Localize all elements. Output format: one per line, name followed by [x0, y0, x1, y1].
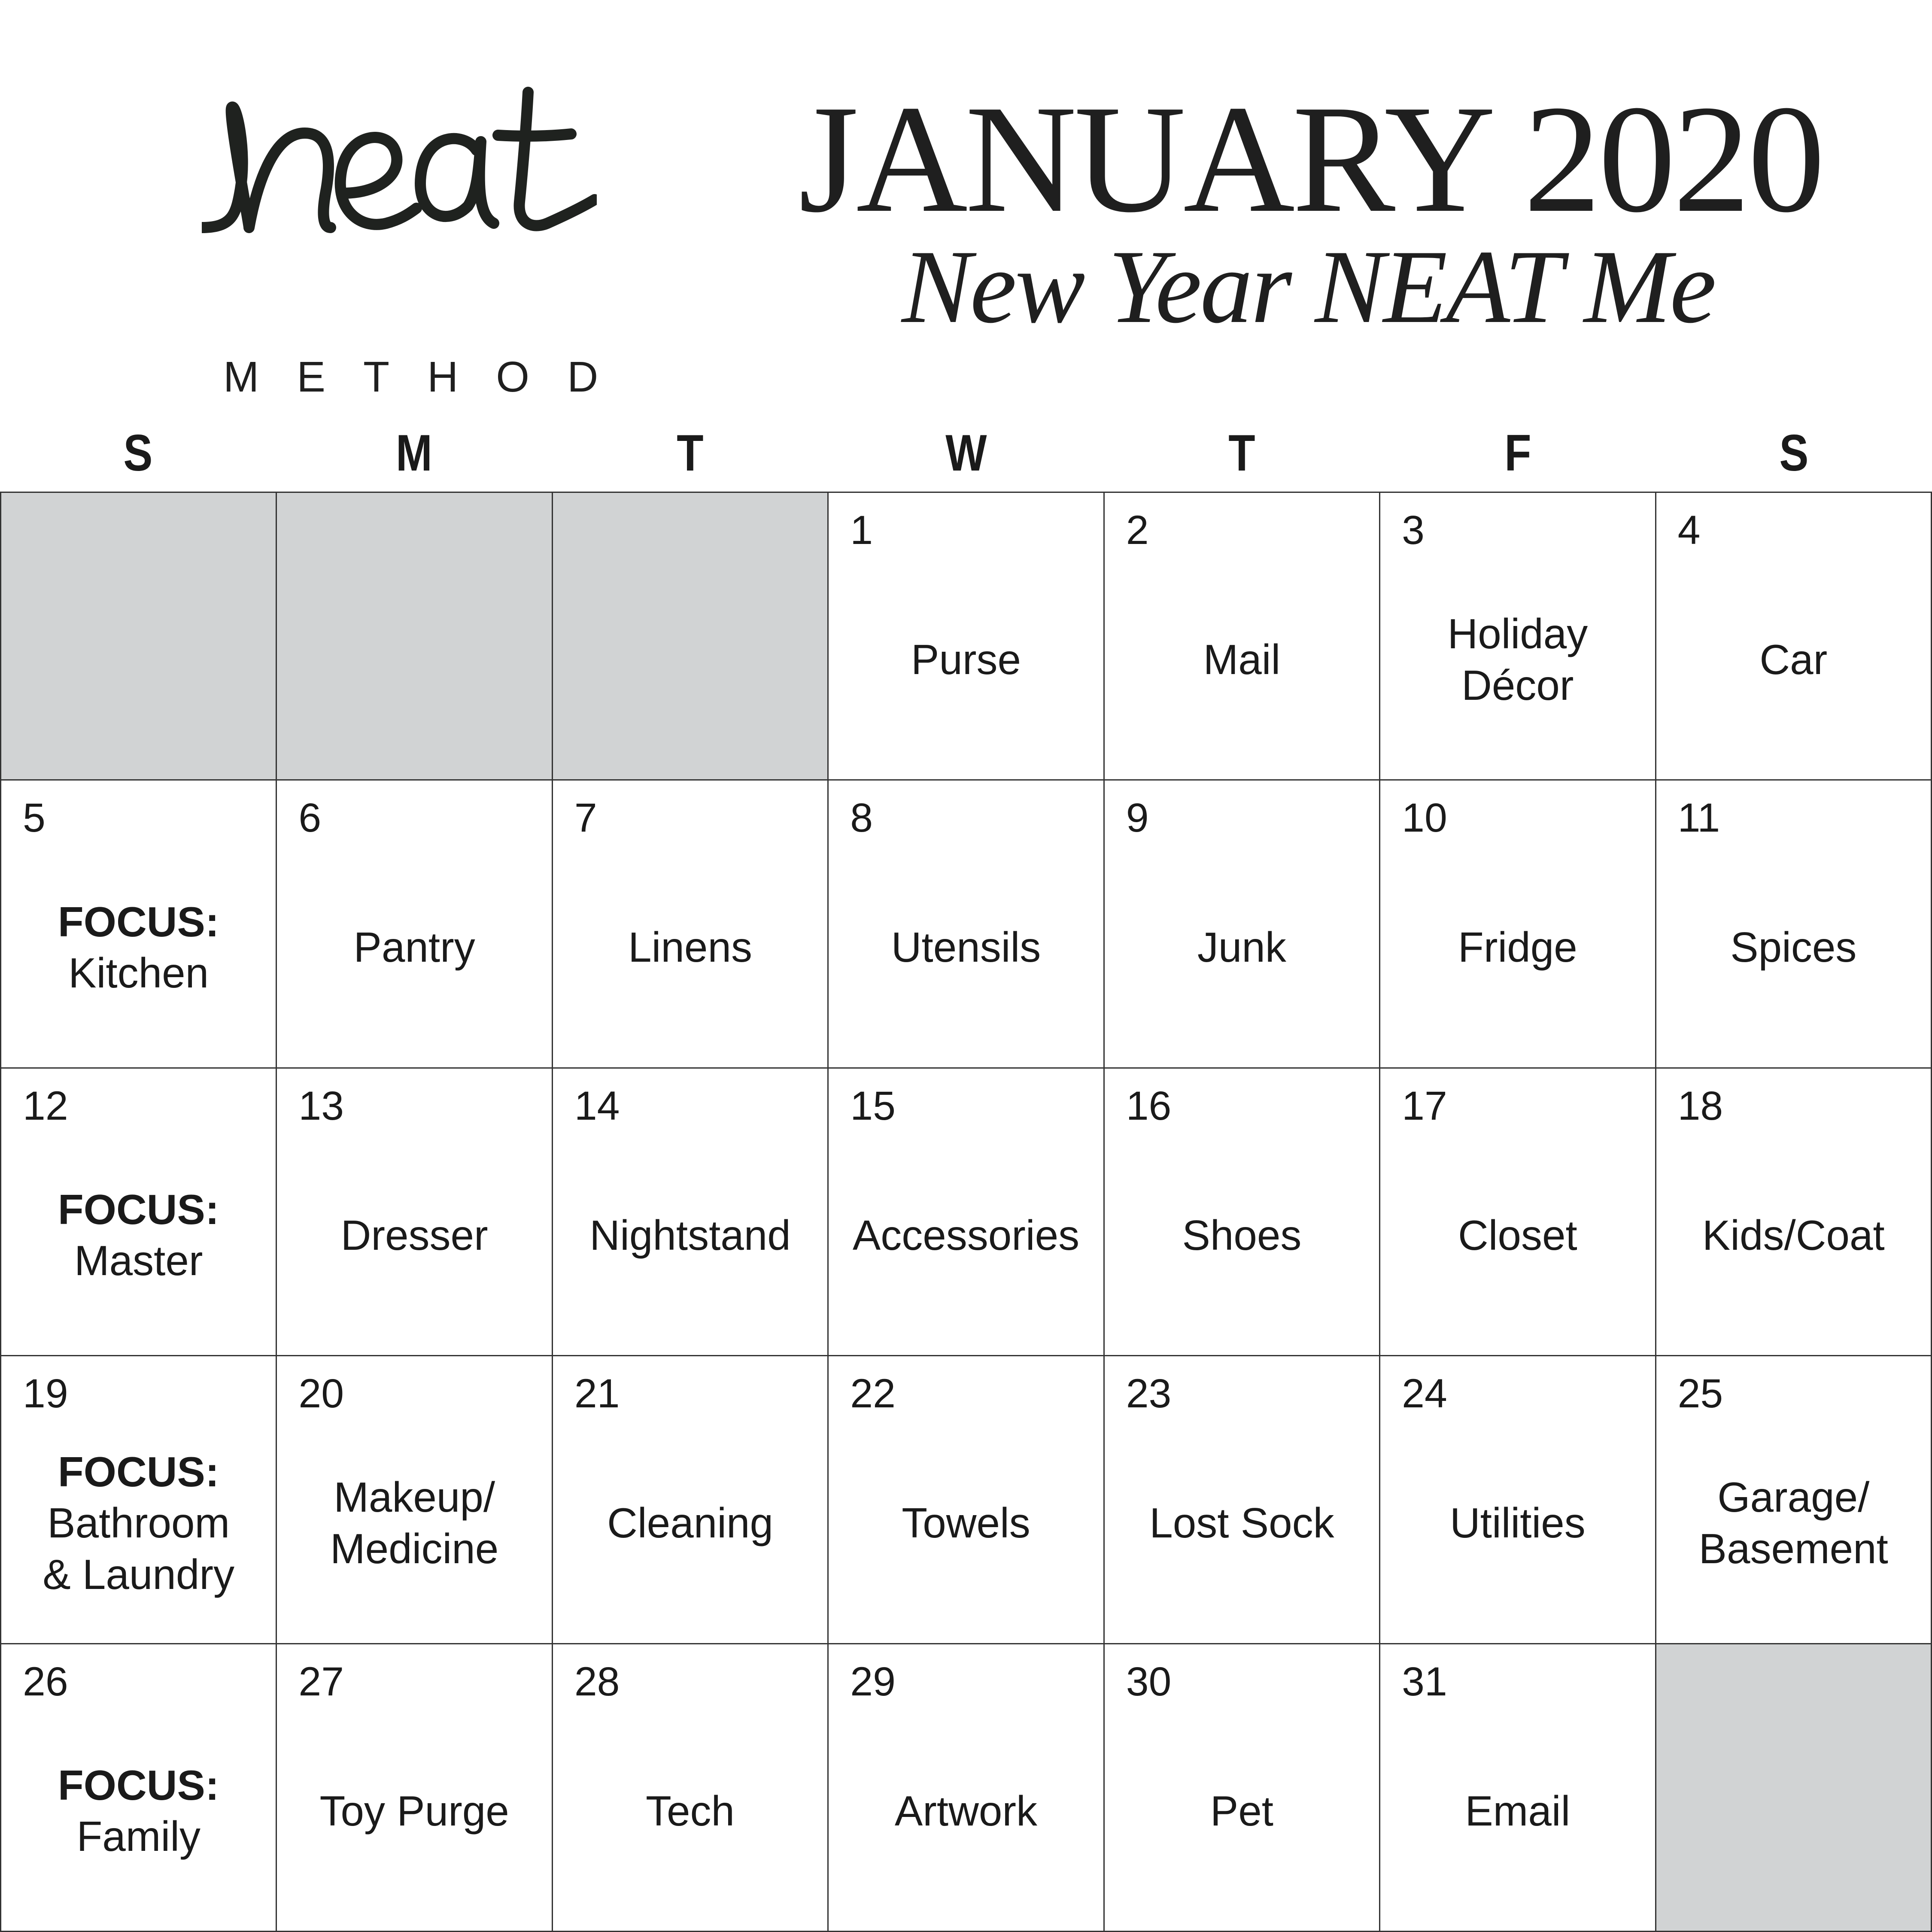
day-number: 20	[298, 1371, 344, 1417]
weekday-monday: M	[395, 424, 432, 482]
day-number: 24	[1402, 1371, 1447, 1417]
calendar-cell	[829, 493, 1104, 781]
task-label	[1105, 845, 1379, 1050]
calendar-cell	[1105, 1644, 1380, 1932]
focus-label: FOCUS:	[58, 1185, 219, 1233]
day-number: 8	[850, 795, 873, 841]
task-label	[829, 1133, 1103, 1338]
month-title: JANUARY 2020	[799, 73, 1823, 244]
task-text-line: Shoes	[1182, 1211, 1302, 1259]
calendar-cell	[1380, 1644, 1656, 1932]
calendar-cell-empty	[277, 493, 553, 781]
task-label	[277, 1421, 551, 1625]
focus-label: FOCUS:	[58, 898, 219, 945]
day-number: 27	[298, 1659, 344, 1704]
task-text-line: Towels	[902, 1499, 1030, 1547]
task-label	[1656, 1133, 1931, 1338]
weekday-saturday: S	[1779, 424, 1809, 482]
task-text-line: Pantry	[353, 923, 475, 971]
day-number: 22	[850, 1371, 896, 1417]
calendar-cell	[1, 781, 277, 1068]
focus-area	[1, 1133, 276, 1338]
task-text-line: Utensils	[891, 923, 1041, 971]
task-text-line: Spices	[1730, 923, 1857, 971]
day-number: 30	[1126, 1659, 1172, 1704]
day-number: 6	[298, 795, 322, 841]
calendar-cell	[1380, 781, 1656, 1068]
day-number: 15	[850, 1083, 896, 1129]
task-text-line: Medicine	[330, 1525, 499, 1572]
day-number: 13	[298, 1083, 344, 1129]
focus-area	[1, 1421, 276, 1625]
task-label	[1380, 1133, 1655, 1338]
task-text-line: Car	[1759, 635, 1828, 683]
task-label	[277, 845, 551, 1050]
calendar-cell	[1656, 1356, 1932, 1644]
task-label	[829, 1709, 1103, 1914]
day-number: 9	[1126, 795, 1149, 841]
calendar-cell	[1105, 1356, 1380, 1644]
calendar-cell	[1380, 1069, 1656, 1356]
task-label	[1380, 845, 1655, 1050]
calendar-cell-empty	[553, 493, 829, 781]
calendar-cell	[277, 1356, 553, 1644]
day-number: 12	[23, 1083, 68, 1129]
calendar-cell	[1105, 781, 1380, 1068]
task-text-line: Toy Purge	[319, 1787, 509, 1835]
task-label	[1656, 845, 1931, 1050]
task-label	[1380, 1709, 1655, 1914]
calendar-subtitle: New Year NEAT Me	[902, 228, 1715, 345]
day-number: 11	[1677, 795, 1720, 841]
task-text-line: & Laundry	[43, 1550, 235, 1598]
task-text-line: Tech	[646, 1787, 735, 1835]
task-text-line: Accessories	[852, 1211, 1080, 1259]
task-text-line: Lost Sock	[1149, 1499, 1334, 1547]
calendar-cell-empty	[1656, 1644, 1932, 1932]
day-number: 25	[1677, 1371, 1723, 1417]
task-text-line: Junk	[1197, 923, 1286, 971]
calendar-cell-empty	[1, 493, 277, 781]
calendar-grid	[0, 492, 1932, 1932]
day-number: 2	[1126, 507, 1149, 553]
day-number: 18	[1677, 1083, 1723, 1129]
day-number: 1	[850, 507, 873, 553]
task-text-line: Fridge	[1458, 923, 1577, 971]
task-text-line: Mail	[1203, 635, 1281, 683]
task-label	[1105, 1421, 1379, 1625]
calendar-cell	[553, 1644, 829, 1932]
task-text-line: Kids/Coat	[1702, 1211, 1885, 1259]
calendar-cell	[829, 781, 1104, 1068]
focus-label: FOCUS:	[58, 1761, 219, 1809]
day-number: 4	[1677, 507, 1701, 553]
task-label	[829, 1421, 1103, 1625]
day-number: 17	[1402, 1083, 1447, 1129]
task-text-line: Closet	[1458, 1211, 1577, 1259]
task-label	[829, 557, 1103, 762]
neat-method-logo	[202, 86, 636, 401]
day-number: 28	[574, 1659, 620, 1704]
task-label	[829, 845, 1103, 1050]
task-text-line: Makeup/	[334, 1473, 495, 1521]
focus-label: FOCUS:	[58, 1448, 219, 1495]
calendar-cell	[1656, 493, 1932, 781]
task-label	[277, 1709, 551, 1914]
day-number: 31	[1402, 1659, 1447, 1704]
task-text-line: Garage/	[1717, 1473, 1870, 1521]
calendar-cell	[277, 1644, 553, 1932]
task-label	[1105, 557, 1379, 762]
task-label	[553, 1421, 827, 1625]
task-label	[1380, 1421, 1655, 1625]
calendar-cell	[1380, 1356, 1656, 1644]
calendar-cell	[553, 781, 829, 1068]
task-label	[277, 1133, 551, 1338]
task-text-line: Linens	[628, 923, 752, 971]
calendar-cell	[1105, 493, 1380, 781]
day-number: 23	[1126, 1371, 1172, 1417]
task-text-line: Cleaning	[607, 1499, 773, 1547]
task-label	[1105, 1133, 1379, 1338]
focus-area	[1, 1709, 276, 1914]
day-number: 14	[574, 1083, 620, 1129]
day-number: 7	[574, 795, 597, 841]
weekday-friday: F	[1504, 424, 1531, 482]
calendar-cell	[1, 1356, 277, 1644]
focus-area	[1, 845, 276, 1050]
task-text-line: Pet	[1210, 1787, 1273, 1835]
task-label	[553, 845, 827, 1050]
calendar-cell	[829, 1644, 1104, 1932]
task-text-line: Utilities	[1449, 1499, 1586, 1547]
calendar-cell	[829, 1356, 1104, 1644]
weekday-wednesday: W	[945, 424, 987, 482]
task-text-line: Décor	[1461, 661, 1574, 709]
task-label	[1656, 557, 1931, 762]
day-number: 16	[1126, 1083, 1172, 1129]
calendar-cell	[1380, 493, 1656, 781]
calendar-cell	[277, 781, 553, 1068]
weekday-tuesday: T	[676, 424, 704, 482]
calendar-cell	[1656, 781, 1932, 1068]
task-label	[1105, 1709, 1379, 1914]
day-number: 10	[1402, 795, 1447, 841]
calendar-cell	[829, 1069, 1104, 1356]
task-label	[553, 1709, 827, 1914]
calendar-cell	[553, 1356, 829, 1644]
day-number: 21	[574, 1371, 620, 1417]
task-label	[1380, 557, 1655, 762]
task-label	[553, 1133, 827, 1338]
task-text-line: Dresser	[340, 1211, 488, 1259]
task-text-line: Family	[76, 1813, 200, 1860]
neat-script-logo	[202, 86, 597, 266]
task-text-line: Purse	[911, 635, 1021, 683]
calendar-cell	[553, 1069, 829, 1356]
task-text-line: Nightstand	[589, 1211, 791, 1259]
day-number: 29	[850, 1659, 896, 1704]
calendar-cell	[1656, 1069, 1932, 1356]
task-text-line: Artwork	[894, 1787, 1038, 1835]
calendar-cell	[1, 1644, 277, 1932]
calendar-cell	[1105, 1069, 1380, 1356]
task-text-line: Holiday	[1447, 610, 1588, 658]
task-text-line: Email	[1465, 1787, 1571, 1835]
day-number: 26	[23, 1659, 68, 1704]
task-text-line: Bathroom	[47, 1499, 230, 1547]
day-number: 19	[23, 1371, 68, 1417]
task-text-line: Master	[74, 1237, 203, 1285]
day-number: 5	[23, 795, 46, 841]
weekday-thursday: T	[1228, 424, 1256, 482]
calendar-cell	[277, 1069, 553, 1356]
task-text-line: Basement	[1698, 1525, 1888, 1572]
task-label	[1656, 1421, 1931, 1625]
day-number: 3	[1402, 507, 1425, 553]
weekday-sunday: S	[123, 424, 153, 482]
weekday-header	[0, 423, 1932, 483]
task-text-line: Kitchen	[68, 949, 209, 997]
calendar-cell	[1, 1069, 277, 1356]
logo-method-text: METHOD	[223, 353, 636, 401]
